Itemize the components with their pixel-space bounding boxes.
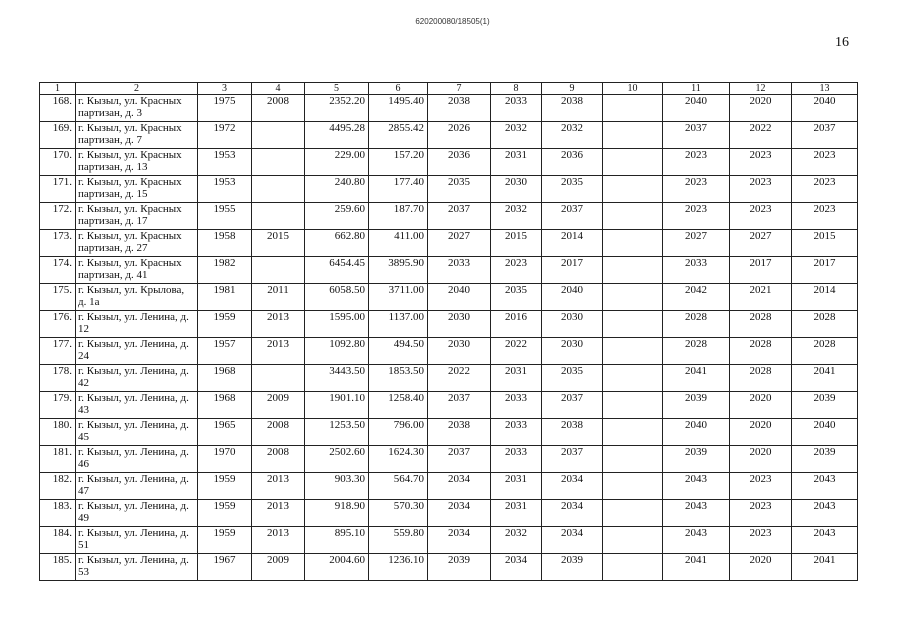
row-number-cell: 181. <box>40 446 76 473</box>
table-cell <box>603 446 663 473</box>
table-cell: 2033 <box>663 257 730 284</box>
address-cell: г. Кызыл, ул. Ленина, д. 45 <box>76 419 198 446</box>
table-row <box>40 284 858 311</box>
table-cell: 2034 <box>428 473 491 500</box>
table-row <box>40 311 858 338</box>
table-cell: 2033 <box>491 392 542 419</box>
address-cell: г. Кызыл, ул. Ленина, д. 51 <box>76 527 198 554</box>
column-header: 4 <box>252 83 305 95</box>
table-cell: 2027 <box>428 230 491 257</box>
table-cell: 2034 <box>542 500 603 527</box>
row-number-cell: 168. <box>40 95 76 122</box>
table-cell: 1953 <box>198 149 252 176</box>
table-cell: 2027 <box>730 230 792 257</box>
table-cell: 2039 <box>542 554 603 581</box>
table-cell: 177.40 <box>369 176 428 203</box>
table-row <box>40 338 858 365</box>
table-cell: 2043 <box>663 473 730 500</box>
table-cell: 2032 <box>491 203 542 230</box>
table-cell: 662.80 <box>305 230 369 257</box>
table-cell: 2034 <box>542 473 603 500</box>
table-cell: 229.00 <box>305 149 369 176</box>
table-cell: 2013 <box>252 338 305 365</box>
row-number-cell: 184. <box>40 527 76 554</box>
table-cell: 2015 <box>491 230 542 257</box>
table-cell: 2033 <box>491 95 542 122</box>
table-cell: 2020 <box>730 419 792 446</box>
table-cell: 1236.10 <box>369 554 428 581</box>
table-cell: 2037 <box>428 203 491 230</box>
address-cell: г. Кызыл, ул. Красных партизан, д. 7 <box>76 122 198 149</box>
table-cell: 6454.45 <box>305 257 369 284</box>
table-cell: 2030 <box>428 338 491 365</box>
table-cell: 2023 <box>792 149 858 176</box>
table-cell: 918.90 <box>305 500 369 527</box>
table-cell: 2040 <box>792 95 858 122</box>
table-cell: 2037 <box>792 122 858 149</box>
table-cell: 2038 <box>428 419 491 446</box>
table-cell: 2023 <box>730 149 792 176</box>
table-cell: 6058.50 <box>305 284 369 311</box>
table-cell: 2041 <box>663 365 730 392</box>
table-cell: 2015 <box>252 230 305 257</box>
table-cell <box>603 500 663 527</box>
table-cell: 2023 <box>730 203 792 230</box>
table-cell: 2026 <box>428 122 491 149</box>
table-cell: 2037 <box>542 203 603 230</box>
table-cell: 2041 <box>792 365 858 392</box>
table-cell: 2030 <box>428 311 491 338</box>
table-cell <box>603 554 663 581</box>
address-cell: г. Кызыл, ул. Ленина, д. 43 <box>76 392 198 419</box>
address-cell: г. Кызыл, ул. Ленина, д. 24 <box>76 338 198 365</box>
table-cell: 2040 <box>428 284 491 311</box>
table-cell: 2040 <box>542 284 603 311</box>
table-cell: 2040 <box>663 419 730 446</box>
table-cell <box>603 338 663 365</box>
table-cell: 2023 <box>663 203 730 230</box>
table-cell: 2043 <box>663 527 730 554</box>
table-cell: 2021 <box>730 284 792 311</box>
table-cell: 2022 <box>491 338 542 365</box>
table-cell: 2041 <box>663 554 730 581</box>
table-cell: 2502.60 <box>305 446 369 473</box>
row-number-cell: 173. <box>40 230 76 257</box>
table-cell: 570.30 <box>369 500 428 527</box>
table-cell: 2035 <box>491 284 542 311</box>
table-cell: 2020 <box>730 95 792 122</box>
table-cell: 2039 <box>663 392 730 419</box>
table-cell: 2043 <box>792 500 858 527</box>
table-cell: 2034 <box>428 527 491 554</box>
table-cell: 2031 <box>491 365 542 392</box>
table-cell: 1967 <box>198 554 252 581</box>
table-cell: 494.50 <box>369 338 428 365</box>
table-cell: 1982 <box>198 257 252 284</box>
table-cell: 157.20 <box>369 149 428 176</box>
table-row <box>40 176 858 203</box>
table-cell: 2014 <box>792 284 858 311</box>
table-cell: 2033 <box>491 446 542 473</box>
table-cell <box>252 122 305 149</box>
address-cell: г. Кызыл, ул. Красных партизан, д. 13 <box>76 149 198 176</box>
table-cell: 2039 <box>663 446 730 473</box>
table-cell: 2011 <box>252 284 305 311</box>
table-cell: 2035 <box>542 176 603 203</box>
table-cell: 2033 <box>428 257 491 284</box>
table-cell: 2023 <box>730 500 792 527</box>
table-cell <box>603 419 663 446</box>
column-header: 12 <box>730 83 792 95</box>
table-cell: 411.00 <box>369 230 428 257</box>
table-cell: 2034 <box>428 500 491 527</box>
table-cell <box>603 392 663 419</box>
table-cell: 2037 <box>428 446 491 473</box>
table-row <box>40 230 858 257</box>
table-cell: 3443.50 <box>305 365 369 392</box>
table-cell: 1958 <box>198 230 252 257</box>
table-cell: 1955 <box>198 203 252 230</box>
table-row <box>40 419 858 446</box>
table-cell <box>603 122 663 149</box>
address-cell: г. Кызыл, ул. Крылова, д. 1а <box>76 284 198 311</box>
table-row <box>40 446 858 473</box>
header-row <box>40 83 858 95</box>
table-cell <box>603 527 663 554</box>
table-cell: 2033 <box>491 419 542 446</box>
address-cell: г. Кызыл, ул. Красных партизан, д. 3 <box>76 95 198 122</box>
table-cell: 1253.50 <box>305 419 369 446</box>
table-cell: 2013 <box>252 500 305 527</box>
row-number-cell: 183. <box>40 500 76 527</box>
table-cell: 2004.60 <box>305 554 369 581</box>
table-cell: 2038 <box>428 95 491 122</box>
address-cell: г. Кызыл, ул. Красных партизан, д. 15 <box>76 176 198 203</box>
address-cell: г. Кызыл, ул. Красных партизан, д. 27 <box>76 230 198 257</box>
row-number-cell: 177. <box>40 338 76 365</box>
table-cell: 1968 <box>198 365 252 392</box>
table-cell: 1968 <box>198 392 252 419</box>
address-cell: г. Кызыл, ул. Ленина, д. 42 <box>76 365 198 392</box>
table-cell: 2017 <box>730 257 792 284</box>
table-cell: 2030 <box>542 311 603 338</box>
table-cell: 1959 <box>198 311 252 338</box>
table-cell: 2008 <box>252 95 305 122</box>
table-cell <box>603 230 663 257</box>
table-cell: 2008 <box>252 419 305 446</box>
table-cell: 903.30 <box>305 473 369 500</box>
table-cell: 2008 <box>252 446 305 473</box>
table-cell: 1981 <box>198 284 252 311</box>
column-header: 13 <box>792 83 858 95</box>
table-cell <box>252 176 305 203</box>
table-row <box>40 500 858 527</box>
document-id: 620200080/18505(1) <box>415 17 490 26</box>
table-cell: 2040 <box>663 95 730 122</box>
table-cell: 1965 <box>198 419 252 446</box>
row-number-cell: 175. <box>40 284 76 311</box>
table-row <box>40 149 858 176</box>
column-header: 8 <box>491 83 542 95</box>
row-number-cell: 182. <box>40 473 76 500</box>
table-cell <box>603 176 663 203</box>
table-cell: 2037 <box>542 392 603 419</box>
table-cell: 559.80 <box>369 527 428 554</box>
table-cell: 2015 <box>792 230 858 257</box>
column-header: 11 <box>663 83 730 95</box>
table-cell: 2016 <box>491 311 542 338</box>
table-cell: 259.60 <box>305 203 369 230</box>
column-header: 5 <box>305 83 369 95</box>
table-cell: 2038 <box>542 95 603 122</box>
table-cell <box>252 257 305 284</box>
table-cell: 2035 <box>542 365 603 392</box>
table-cell <box>252 149 305 176</box>
table-cell: 2028 <box>663 311 730 338</box>
table-cell: 1258.40 <box>369 392 428 419</box>
table-cell: 2032 <box>491 122 542 149</box>
table-cell: 2017 <box>542 257 603 284</box>
address-cell: г. Кызыл, ул. Ленина, д. 46 <box>76 446 198 473</box>
table-cell: 2030 <box>491 176 542 203</box>
table-cell: 1495.40 <box>369 95 428 122</box>
table-cell: 2020 <box>730 446 792 473</box>
table-row <box>40 122 858 149</box>
table-cell: 1901.10 <box>305 392 369 419</box>
table-cell <box>603 365 663 392</box>
table-cell: 2352.20 <box>305 95 369 122</box>
table-row <box>40 473 858 500</box>
table-cell: 2037 <box>542 446 603 473</box>
table-cell: 2037 <box>663 122 730 149</box>
column-header: 10 <box>603 83 663 95</box>
table-cell: 2032 <box>491 527 542 554</box>
row-number-cell: 179. <box>40 392 76 419</box>
table-row <box>40 527 858 554</box>
table-cell: 1959 <box>198 527 252 554</box>
table-cell: 2028 <box>730 365 792 392</box>
table-cell: 3895.90 <box>369 257 428 284</box>
row-number-cell: 174. <box>40 257 76 284</box>
table-cell: 2039 <box>792 446 858 473</box>
table-cell: 2023 <box>730 473 792 500</box>
table-cell: 2028 <box>730 338 792 365</box>
table-cell: 187.70 <box>369 203 428 230</box>
row-number-cell: 170. <box>40 149 76 176</box>
row-number-cell: 169. <box>40 122 76 149</box>
table-cell: 2009 <box>252 392 305 419</box>
table-cell: 796.00 <box>369 419 428 446</box>
table-cell: 2031 <box>491 149 542 176</box>
table-row <box>40 95 858 122</box>
table-cell: 3711.00 <box>369 284 428 311</box>
table-cell: 2036 <box>542 149 603 176</box>
table-cell: 1624.30 <box>369 446 428 473</box>
table-cell: 2020 <box>730 392 792 419</box>
table-cell <box>252 203 305 230</box>
table-cell: 2009 <box>252 554 305 581</box>
row-number-cell: 180. <box>40 419 76 446</box>
table-row <box>40 257 858 284</box>
table-cell: 2023 <box>491 257 542 284</box>
table-cell: 2023 <box>730 176 792 203</box>
table-cell: 2041 <box>792 554 858 581</box>
table-cell <box>603 473 663 500</box>
address-cell: г. Кызыл, ул. Ленина, д. 47 <box>76 473 198 500</box>
table-cell <box>603 95 663 122</box>
housing-table <box>39 82 858 581</box>
table-cell: 2028 <box>792 311 858 338</box>
table-cell: 2855.42 <box>369 122 428 149</box>
table-cell: 2014 <box>542 230 603 257</box>
column-header: 3 <box>198 83 252 95</box>
table-row <box>40 554 858 581</box>
row-number-cell: 178. <box>40 365 76 392</box>
table-cell: 1137.00 <box>369 311 428 338</box>
table-cell: 240.80 <box>305 176 369 203</box>
row-number-cell: 176. <box>40 311 76 338</box>
table-cell: 2043 <box>663 500 730 527</box>
table-row <box>40 203 858 230</box>
table-cell: 2023 <box>792 203 858 230</box>
address-cell: г. Кызыл, ул. Красных партизан, д. 17 <box>76 203 198 230</box>
table-cell: 2022 <box>428 365 491 392</box>
address-cell: г. Кызыл, ул. Ленина, д. 49 <box>76 500 198 527</box>
table-cell: 2020 <box>730 554 792 581</box>
table-cell: 564.70 <box>369 473 428 500</box>
table-cell: 2043 <box>792 527 858 554</box>
table-cell: 2040 <box>792 419 858 446</box>
table-cell: 2027 <box>663 230 730 257</box>
table-cell: 895.10 <box>305 527 369 554</box>
table-cell: 1853.50 <box>369 365 428 392</box>
table-cell: 2023 <box>792 176 858 203</box>
table-cell: 2022 <box>730 122 792 149</box>
column-header: 1 <box>40 83 76 95</box>
table-cell: 2023 <box>730 527 792 554</box>
table-cell: 2043 <box>792 473 858 500</box>
table-cell: 2023 <box>663 176 730 203</box>
table-cell: 2036 <box>428 149 491 176</box>
table-cell: 1959 <box>198 473 252 500</box>
column-header: 6 <box>369 83 428 95</box>
address-cell: г. Кызыл, ул. Ленина, д. 53 <box>76 554 198 581</box>
table-cell <box>603 284 663 311</box>
table-cell: 2038 <box>542 419 603 446</box>
column-header: 7 <box>428 83 491 95</box>
table-cell: 2013 <box>252 311 305 338</box>
table-cell: 1959 <box>198 500 252 527</box>
table-cell: 2023 <box>663 149 730 176</box>
table-cell: 1970 <box>198 446 252 473</box>
table-cell: 1975 <box>198 95 252 122</box>
table-cell: 1595.00 <box>305 311 369 338</box>
table-cell <box>603 311 663 338</box>
table-cell <box>603 257 663 284</box>
table-cell: 2028 <box>730 311 792 338</box>
table-cell: 2031 <box>491 500 542 527</box>
table-cell: 4495.28 <box>305 122 369 149</box>
table-cell: 2042 <box>663 284 730 311</box>
table-cell: 2039 <box>792 392 858 419</box>
table-cell: 2035 <box>428 176 491 203</box>
table-cell <box>603 203 663 230</box>
address-cell: г. Кызыл, ул. Красных партизан, д. 41 <box>76 257 198 284</box>
table-cell: 2030 <box>542 338 603 365</box>
row-number-cell: 185. <box>40 554 76 581</box>
table-cell: 2028 <box>792 338 858 365</box>
page-number: 16 <box>835 35 849 50</box>
table-cell: 1972 <box>198 122 252 149</box>
table-cell: 1957 <box>198 338 252 365</box>
row-number-cell: 172. <box>40 203 76 230</box>
table-cell: 2037 <box>428 392 491 419</box>
column-header: 9 <box>542 83 603 95</box>
table-cell: 2028 <box>663 338 730 365</box>
table-cell: 2039 <box>428 554 491 581</box>
table-cell <box>252 365 305 392</box>
table-cell: 2013 <box>252 473 305 500</box>
table-cell: 2034 <box>491 554 542 581</box>
table-cell: 1953 <box>198 176 252 203</box>
table-cell: 2034 <box>542 527 603 554</box>
address-cell: г. Кызыл, ул. Ленина, д. 12 <box>76 311 198 338</box>
table-row <box>40 392 858 419</box>
row-number-cell: 171. <box>40 176 76 203</box>
table-cell: 2031 <box>491 473 542 500</box>
table-cell: 2013 <box>252 527 305 554</box>
table-cell <box>603 149 663 176</box>
table-cell: 2032 <box>542 122 603 149</box>
table-row <box>40 365 858 392</box>
column-header: 2 <box>76 83 198 95</box>
table-cell: 1092.80 <box>305 338 369 365</box>
table-cell: 2017 <box>792 257 858 284</box>
